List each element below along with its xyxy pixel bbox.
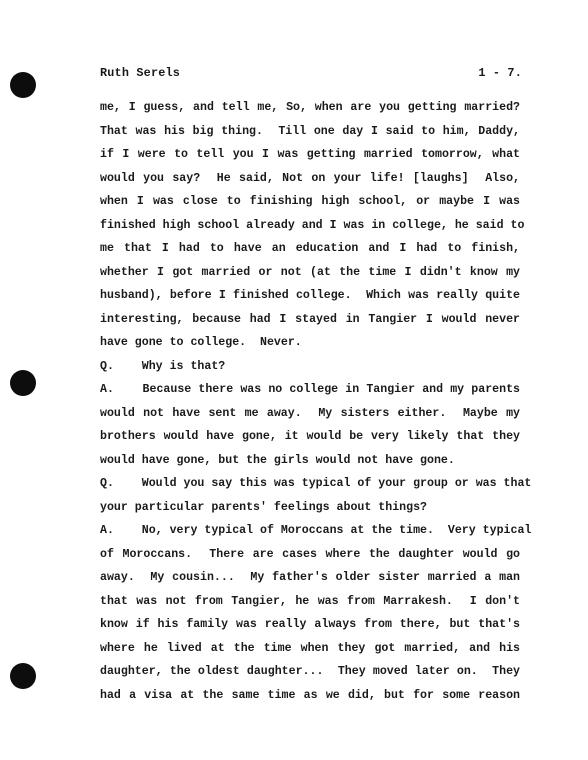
transcript-line: away. My cousin... My father's older sister married a man: [100, 571, 520, 584]
transcript-line: of Moroccans. There are cases where the daughter would go: [100, 547, 520, 561]
transcript-line: finished high school already and I was in college, he said to: [100, 218, 525, 232]
transcript-line: had a visa at the same time as we did, but for some reason: [100, 688, 520, 702]
page-number: 1 - 7.: [478, 66, 522, 80]
punch-hole-bottom: [10, 663, 36, 689]
transcript-line: would have gone, but the girls would not have gone.: [100, 453, 455, 467]
transcript-line: that was not from Tangier, he was from Marrakesh. I don't: [100, 594, 520, 608]
transcript-line: when I was close to finishing high school, or maybe I was: [100, 195, 520, 208]
transcript-line: whether I got married or not (at the time I didn't know my: [100, 265, 520, 279]
punch-hole-top: [10, 72, 36, 98]
transcript-line: brothers would have gone, it would be very likely that they: [100, 430, 520, 443]
transcript-line: me that I had to have an education and I had to finish,: [100, 242, 520, 255]
transcript-body: [100, 96, 532, 707]
transcript-line: Q. Why is that?: [100, 359, 226, 373]
transcript-line: Q. Would you say this was typical of your group or was that: [100, 477, 532, 490]
punch-hole-middle: [10, 370, 36, 396]
transcript-line: A. No, very typical of Moroccans at the time. Very typical: [100, 524, 532, 537]
transcript-line: have gone to college. Never.: [100, 336, 302, 349]
transcript-line: would you say? He said, Not on your life! [laughs] Also,: [100, 171, 520, 185]
interviewee-name: Ruth Serels: [100, 66, 181, 80]
transcript-line: know if his family was really always from there, but that's: [100, 618, 520, 631]
transcript-line: That was his big thing. Till one day I said to him, Daddy,: [100, 124, 520, 138]
transcript-line: A. Because there was no college in Tangier and my parents: [100, 383, 520, 396]
transcript-line: where he lived at the time when they got married, and his: [100, 641, 520, 655]
transcript-line: your particular parents' feelings about things?: [100, 500, 427, 514]
transcript-line: would not have sent me away. My sisters either. Maybe my: [100, 406, 520, 420]
transcript-line: interesting, because had I stayed in Tangier I would never: [100, 312, 520, 326]
transcript-line: husband), before I finished college. Which was really quite: [100, 289, 520, 302]
transcript-line: if I were to tell you I was getting married tomorrow, what: [100, 148, 520, 161]
transcript-line: me, I guess, and tell me, So, when are you getting married?: [100, 101, 520, 114]
transcript-line: daughter, the oldest daughter... They moved later on. They: [100, 665, 520, 678]
